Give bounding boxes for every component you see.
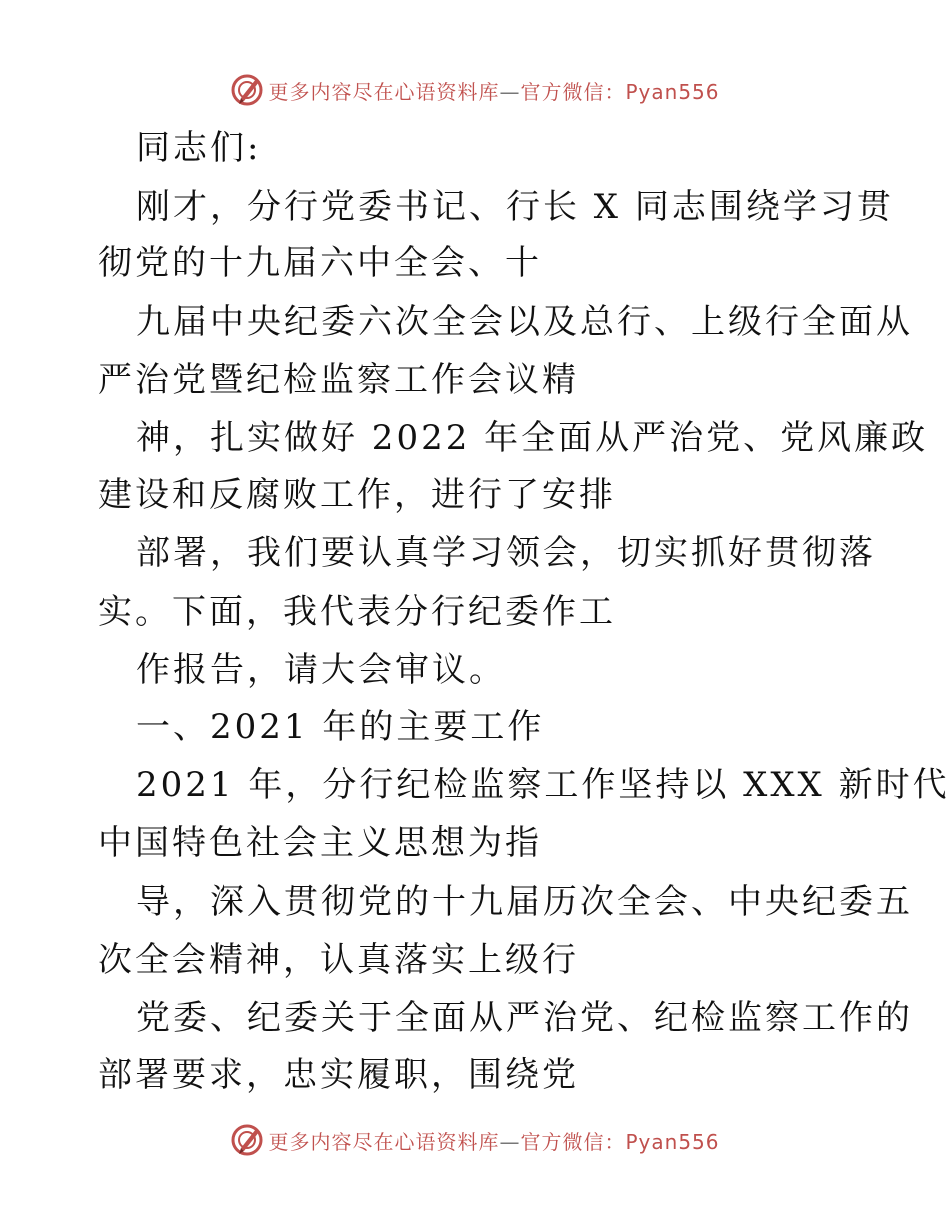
paragraph-line: 神，扎实做好 2022 年全面从严治党、党风廉政 bbox=[136, 418, 929, 458]
watermark-separator: — bbox=[499, 1129, 521, 1154]
paragraph-line: 严治党暨纪检监察工作会议精 bbox=[98, 360, 579, 400]
paragraph-line: 党委、纪委关于全面从严治党、纪检监察工作的 bbox=[136, 998, 913, 1038]
watermark-text bbox=[268, 1126, 719, 1155]
watermark-wechat-id: Pyan556 bbox=[625, 79, 720, 104]
paragraph-line: 中国特色社会主义思想为指 bbox=[98, 823, 542, 863]
watermark-official-label: 官方微信： bbox=[520, 1129, 626, 1154]
paragraph-line: 建设和反腐败工作，进行了安排 bbox=[98, 475, 616, 515]
watermark-separator: — bbox=[499, 79, 521, 104]
watermark-wechat-id: Pyan556 bbox=[625, 1129, 720, 1154]
paragraph-line: 2021 年，分行纪检监察工作坚持以 XXX 新时代 bbox=[136, 765, 950, 805]
watermark-main-text: 更多内容尽在心语资料库 bbox=[268, 1129, 500, 1154]
paragraph-line: 彻党的十九届六中全会、十 bbox=[98, 243, 542, 283]
paragraph-line: 部署，我们要认真学习领会，切实抓好贯彻落 bbox=[136, 533, 876, 573]
paragraph-line: 九届中央纪委六次全会以及总行、上级行全面从 bbox=[136, 302, 913, 342]
paragraph-line: 部署要求，忠实履职，围绕党 bbox=[98, 1055, 579, 1095]
salutation: 同志们: bbox=[136, 128, 262, 168]
paragraph-line: 作报告，请大会审议。 bbox=[136, 650, 506, 690]
section-heading: 一、2021 年的主要工作 bbox=[136, 707, 545, 747]
watermark-official-label: 官方微信： bbox=[520, 79, 626, 104]
paragraph-line: 次全会精神，认真落实上级行 bbox=[98, 940, 579, 980]
paragraph-line: 刚才，分行党委书记、行长 X 同志围绕学习贯 bbox=[136, 187, 894, 227]
pen-logo-icon bbox=[230, 1123, 264, 1157]
paragraph-line: 导，深入贯彻党的十九届历次全会、中央纪委五 bbox=[136, 882, 913, 922]
paragraph-line: 实。下面，我代表分行纪委作工 bbox=[98, 592, 616, 632]
watermark-main-text: 更多内容尽在心语资料库 bbox=[268, 79, 500, 104]
footer-watermark bbox=[0, 1120, 950, 1160]
